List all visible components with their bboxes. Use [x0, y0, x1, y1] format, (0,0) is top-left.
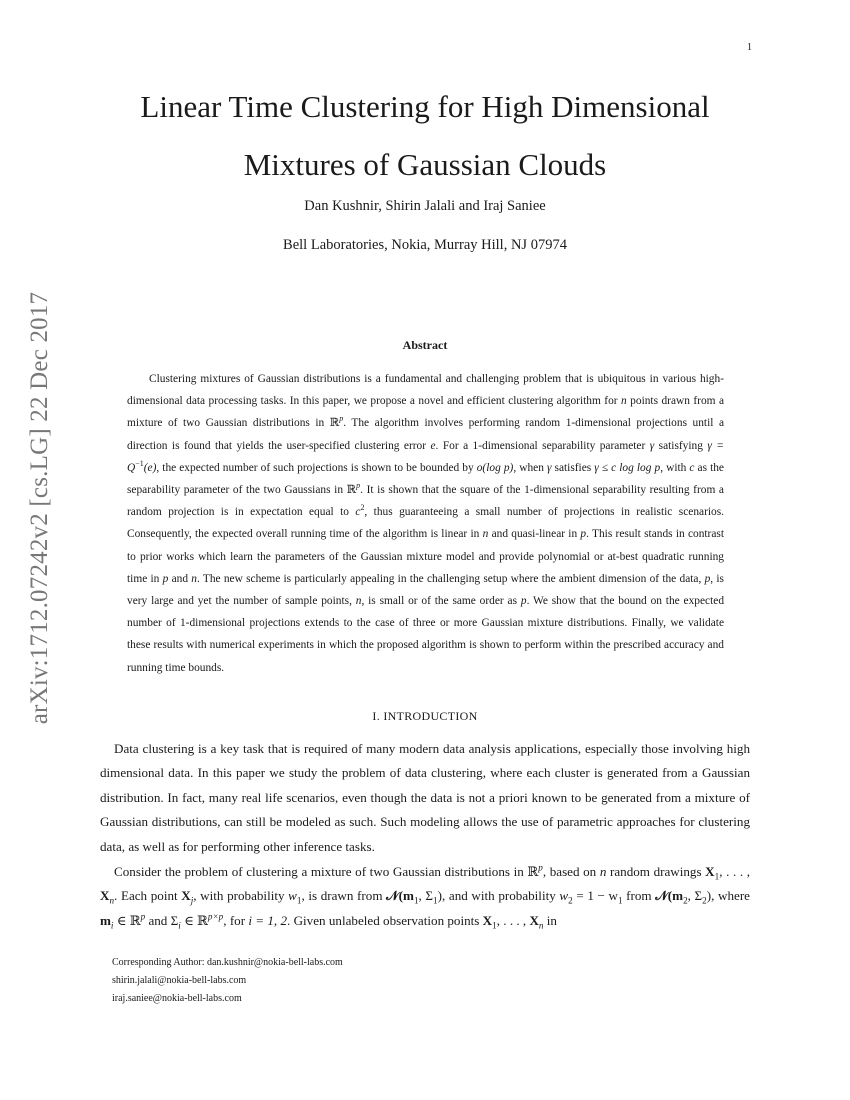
section-heading-introduction: I. INTRODUCTION: [372, 709, 478, 723]
arxiv-stamp-text: arXiv:1712.07242v2 [cs.LG] 22 Dec 2017: [26, 291, 53, 725]
title-line-1: Linear Time Clustering for High Dimensional: [140, 89, 710, 124]
footnote-corresponding-author: Corresponding Author: dan.kushnir@nokia-bell-labs.com: [112, 957, 343, 968]
title-line-2: Mixtures of Gaussian Clouds: [243, 147, 607, 182]
intro-paragraph-2: Consider the problem of clustering a mixture of two Gaussian distributions in ℝ$^p$, based on n random drawings $X_1$, . . . , $X_n$. Each point $X_j$, with probability $w_1$, is drawn from $𝒩(m_1$, $\Sigma_1$), and with probability $w_2 = 1 - w_1$ from $𝒩(m_2$, $\Sigma_2$), where $m_i$ ∈ ℝ$^p$ and $\Sigma_i$ ∈ ℝ$^{p\times p}$, for i = 1, 2. Given unlabeled observation points $X_1$, . . . , $X_n$ in: [100, 862, 750, 931]
footnote-email-saniee: iraj.saniee@nokia-bell-labs.com: [112, 993, 242, 1004]
affiliation: Bell Laboratories, Nokia, Murray Hill, NJ 07974: [283, 237, 567, 253]
abstract-body: Clustering mixtures of Gaussian distributions is a fundamental and challenging problem that is ubiquitous in various high-dimensional data processing tasks. In this paper, we propose a novel and efficient clustering algorithm for n points drawn from a mixture of two Gaussian distributions in ℝ$^p$. The algorithm involves performing random 1-dimensional projections until a direction is found that yields the user-specified clustering error e. For a 1-dimensional separability parameter γ satisfying $\gamma = Q^{-1}(e)$, the expected number of such projections is shown to be bounded by o(log p), when γ satisfies γ ≤ c log log p, with c as the separability parameter of the two Gaussians in ℝ$^p$. It is shown that the square of the 1-dimensional separability resulting from a random projection is in expectation equal to $c^2$, thus guaranteeing a small number of projections in realistic scenarios. Consequently, the expected overall running time of the algorithm is linear in n and quasi-linear in p. This result stands in contrast to prior works which learn the parameters of the Gaussian mixture model and provide polynomial or at-best quadratic running time in p and n. The new scheme is particularly appealing in the challenging setup where the ambient dimension of the data, p, is very large and yet the number of sample points, n, is small or of the same order as p. We show that the bound on the expected number of 1-dimensional projections extends to the case of three or more Gaussian mixture distributions. Finally, we validate these results with numerical experiments in which the proposed algorithm is shown to perform within the prescribed accuracy and running time bounds.: [127, 373, 725, 674]
paper-title: [100, 78, 750, 194]
abstract-heading: Abstract: [402, 338, 448, 352]
page-number: 1: [747, 42, 752, 53]
arxiv-stamp: [22, 268, 52, 748]
authors: Dan Kushnir, Shirin Jalali and Iraj Saniee: [304, 198, 546, 214]
footnote-email-jalali: shirin.jalali@nokia-bell-labs.com: [112, 975, 247, 986]
intro-paragraph-1: Data clustering is a key task that is required of many modern data analysis applications, especially those involving high dimensional data. In this paper we study the problem of data clustering, where each cluster is generated from a Gaussian distribution. In fact, many real life scenarios, even though the data is not a priori known to be generated from a mixture of Gaussian distributions, can still be modeled as such. Such modeling allows the use of parametric approaches for clustering data, as well as for performing other inference tasks.: [100, 741, 750, 854]
footnotes: [112, 954, 712, 1008]
